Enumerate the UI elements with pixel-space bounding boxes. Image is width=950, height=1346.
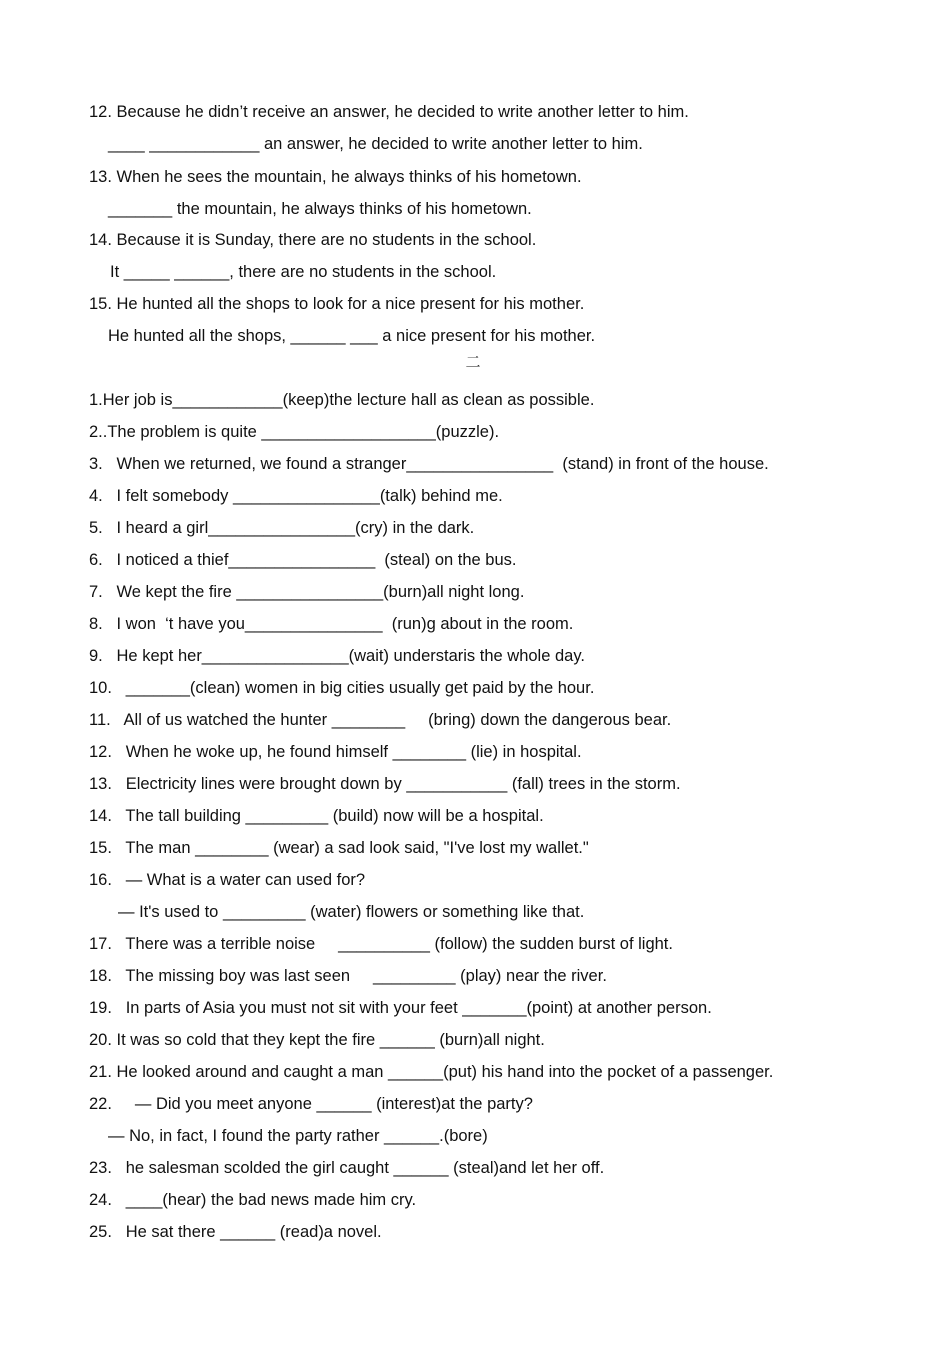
item-3: 3. When we returned, we found a stranger________________ (stand) in front of the house. (89, 455, 769, 473)
item-23: 23. he salesman scolded the girl caught ______ (steal)and let her off. (89, 1159, 605, 1177)
item-22-question: 22. — Did you meet anyone ______ (interest)at the party? (89, 1095, 533, 1113)
q13-rewrite: _______ the mountain, he always thinks of his hometown. (108, 200, 532, 218)
item-17: 17. There was a terrible noise __________ (follow) the sudden burst of light. (89, 935, 673, 953)
item-6: 6. I noticed a thief________________ (steal) on the bus. (89, 551, 517, 569)
item-2: 2..The problem is quite ___________________(puzzle). (89, 423, 500, 441)
item-16-answer: — It's used to _________ (water) flowers or something like that. (118, 903, 585, 921)
item-20: 20. It was so cold that they kept the fire ______ (burn)all night. (89, 1031, 545, 1049)
q14-rewrite: It _____ ______, there are no students in the school. (110, 263, 497, 281)
q13-original: 13. When he sees the mountain, he always thinks of his hometown. (89, 168, 582, 186)
item-13: 13. Electricity lines were brought down by ___________ (fall) trees in the storm. (89, 775, 681, 793)
item-11: 11. All of us watched the hunter ________ (bring) down the dangerous bear. (89, 711, 672, 729)
section-heading: 二 (465, 353, 481, 371)
item-10: 10. _______(clean) women in big cities usually get paid by the hour. (89, 679, 595, 697)
item-5: 5. I heard a girl________________(cry) in the dark. (89, 519, 475, 537)
item-1: 1.Her job is____________(keep)the lecture hall as clean as possible. (89, 391, 595, 409)
q15-rewrite: He hunted all the shops, ______ ___ a nice present for his mother. (108, 327, 596, 345)
item-19: 19. In parts of Asia you must not sit with your feet _______(point) at another person. (89, 999, 712, 1017)
item-12: 12. When he woke up, he found himself ________ (lie) in hospital. (89, 743, 582, 761)
item-9: 9. He kept her________________(wait) understaris the whole day. (89, 647, 585, 665)
item-22-answer: — No, in fact, I found the party rather ______.(bore) (108, 1127, 488, 1145)
q12-rewrite: ____ ____________ an answer, he decided to write another letter to him. (108, 135, 643, 153)
item-16-question: 16. — What is a water can used for? (89, 871, 366, 889)
q12-original: 12. Because he didn’t receive an answer, he decided to write another letter to him. (89, 103, 689, 121)
item-7: 7. We kept the fire ________________(burn)all night long. (89, 583, 525, 601)
item-24: 24. ____(hear) the bad news made him cry. (89, 1191, 417, 1209)
item-21: 21. He looked around and caught a man ______(put) his hand into the pocket of a passenger. (89, 1063, 774, 1081)
q14-original: 14. Because it is Sunday, there are no students in the school. (89, 231, 537, 249)
q15-original: 15. He hunted all the shops to look for a nice present for his mother. (89, 295, 585, 313)
item-14: 14. The tall building _________ (build) now will be a hospital. (89, 807, 544, 825)
item-4: 4. I felt somebody ________________(talk) behind me. (89, 487, 503, 505)
item-8: 8. I won ‘t have you_______________ (run)g about in the room. (89, 615, 574, 633)
item-25: 25. He sat there ______ (read)a novel. (89, 1223, 382, 1241)
item-15: 15. The man ________ (wear) a sad look said, "I've lost my wallet." (89, 839, 589, 857)
item-18: 18. The missing boy was last seen _________ (play) near the river. (89, 967, 607, 985)
